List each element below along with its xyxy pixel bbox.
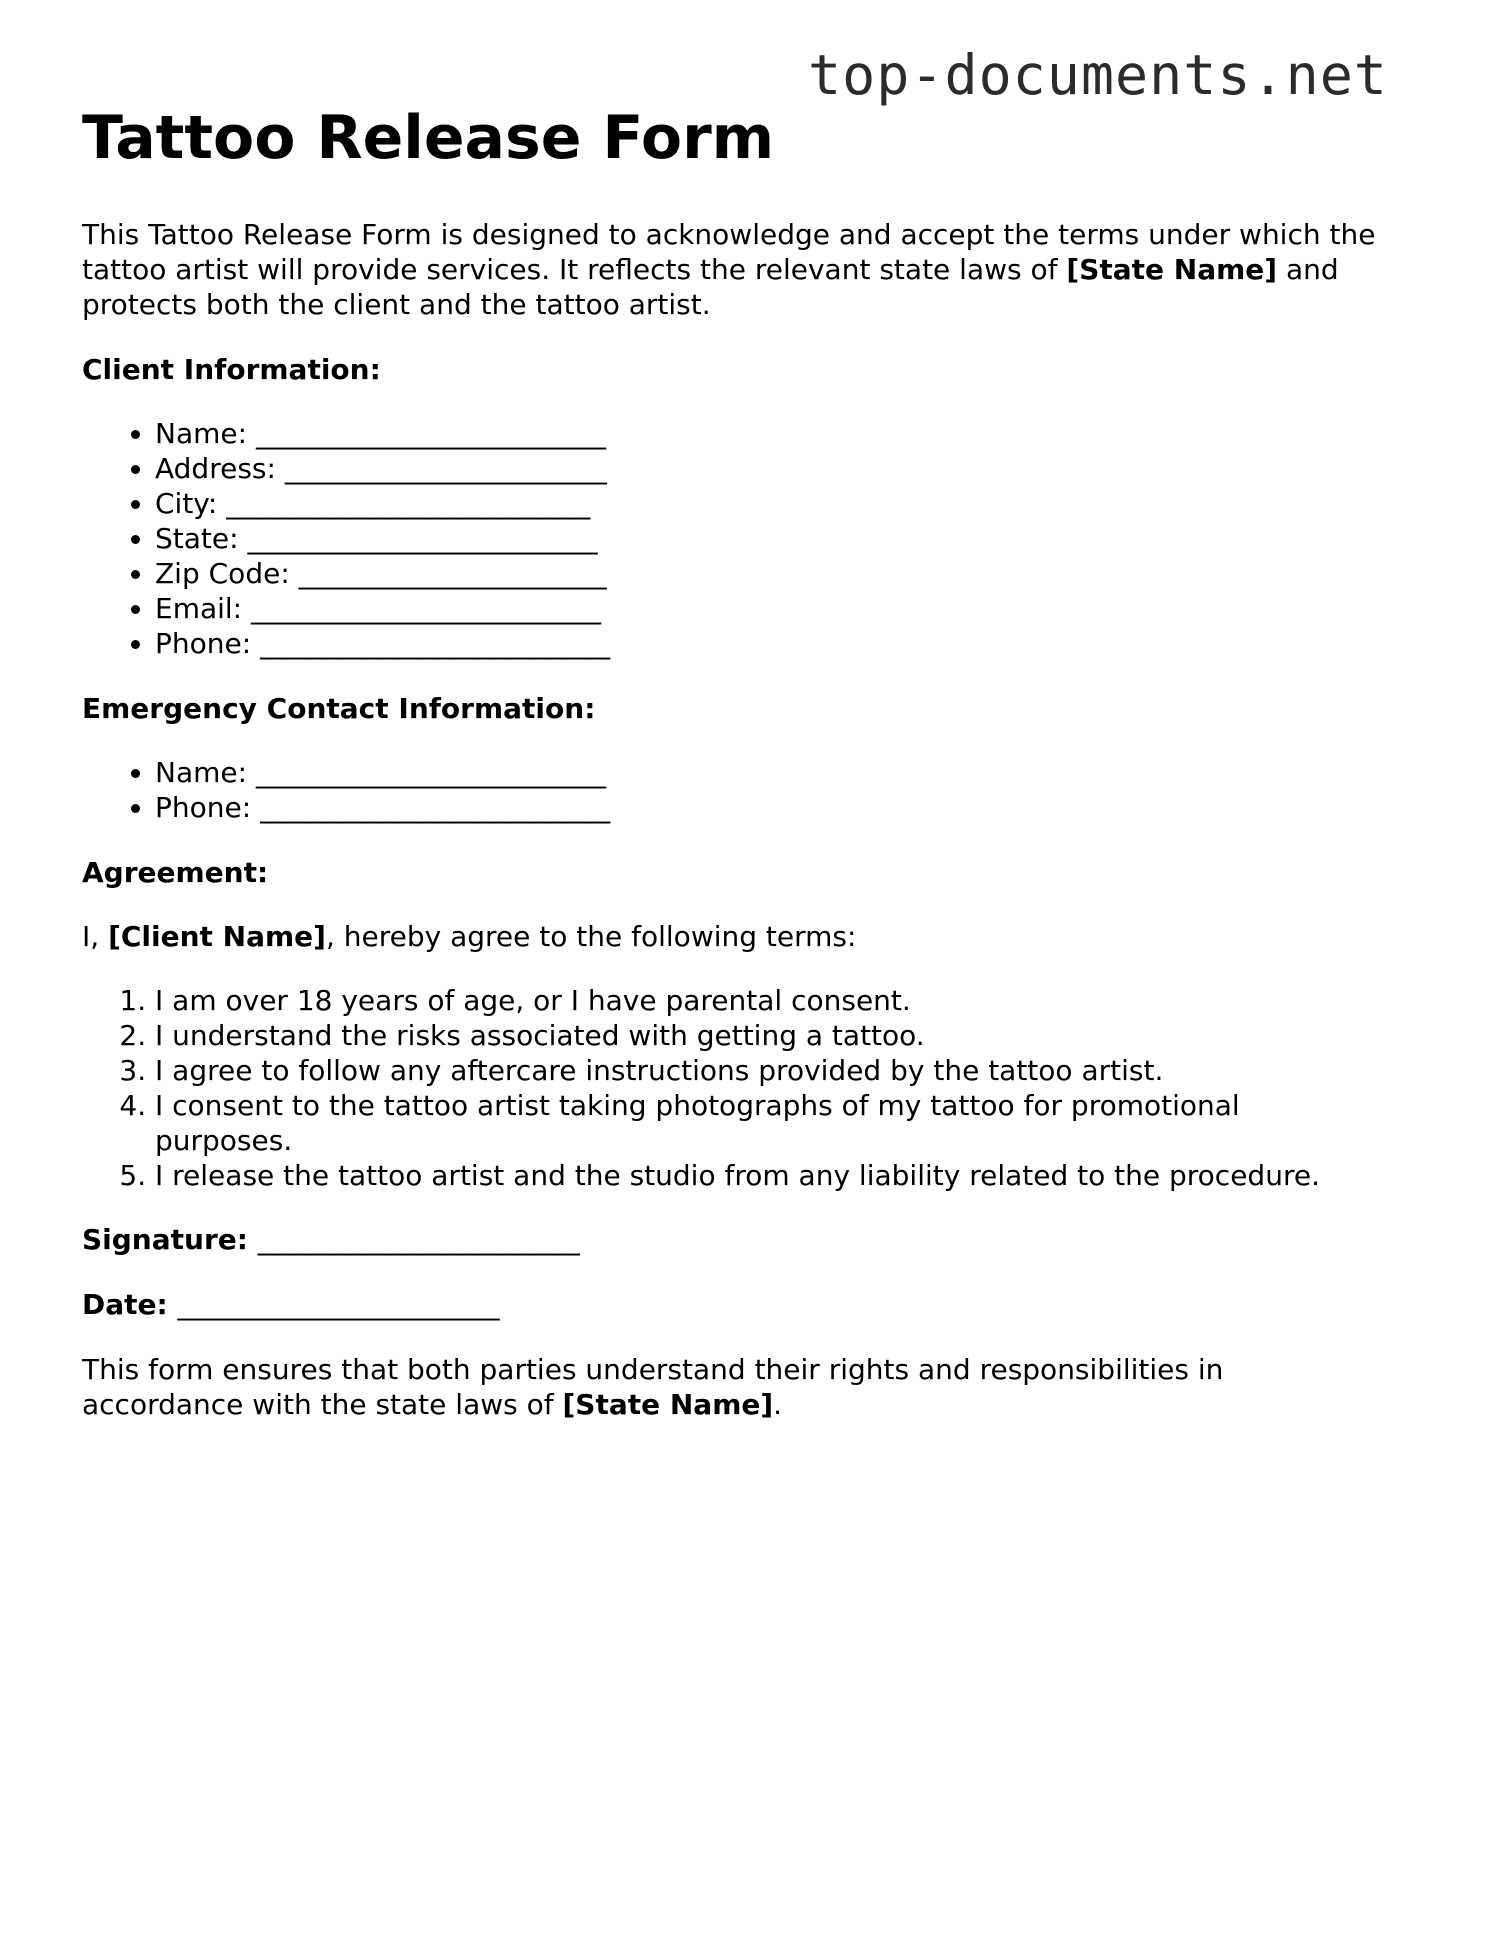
site-watermark: top-documents.net <box>808 43 1388 107</box>
client-info-list <box>82 416 610 661</box>
closing-paragraph <box>82 1352 1382 1422</box>
agreement-term: 5. I release the tattoo artist and the studio from any liability related to the procedure. <box>155 1158 1455 1193</box>
agreement-terms-list <box>82 983 1455 1193</box>
client-zip-field <box>155 556 610 591</box>
client-email-field <box>155 591 610 626</box>
field-label: Zip Code: <box>155 557 290 590</box>
signature-line <box>82 1222 580 1257</box>
field-label: State: <box>155 522 239 555</box>
field-label: Phone: <box>155 791 252 824</box>
state-name-placeholder: [State Name] <box>1066 253 1278 286</box>
phone-blank-line[interactable]: _________________________ <box>260 627 611 660</box>
state-blank-line[interactable]: _________________________ <box>247 522 598 555</box>
field-label: City: <box>155 487 218 520</box>
address-blank-line[interactable]: _______________________ <box>284 452 607 485</box>
agreement-term: 4. I consent to the tattoo artist taking photographs of my tattoo for promotional purposes. <box>155 1088 1315 1158</box>
emergency-phone-blank-line[interactable]: _________________________ <box>260 791 611 824</box>
client-name-field <box>155 416 610 451</box>
agreement-term: 2. I understand the risks associated with getting a tattoo. <box>155 1018 1455 1053</box>
closing-text-2: . <box>773 1388 783 1421</box>
agreement-heading: Agreement: <box>82 856 269 889</box>
date-line <box>82 1287 499 1322</box>
client-state-field <box>155 521 610 556</box>
agreement-term: 3. I agree to follow any aftercare instructions provided by the tattoo artist. <box>155 1053 1455 1088</box>
client-name-placeholder: [Client Name] <box>108 920 326 953</box>
date-blank-line[interactable]: _______________________ <box>177 1288 500 1321</box>
field-label: Name: <box>155 756 248 789</box>
field-label: Address: <box>155 452 276 485</box>
closing-text-1: This form ensures that both parties understand their rights and responsibilities in accordance with the state laws of <box>82 1353 1224 1421</box>
intro-paragraph <box>82 217 1422 322</box>
emergency-name-field <box>155 755 610 790</box>
city-blank-line[interactable]: __________________________ <box>226 487 591 520</box>
emergency-phone-field <box>155 790 610 825</box>
signature-label: Signature: <box>82 1223 248 1256</box>
field-label: Name: <box>155 417 248 450</box>
field-label: Email: <box>155 592 243 625</box>
client-city-field <box>155 486 610 521</box>
agreement-term: 1. I am over 18 years of age, or I have parental consent. <box>155 983 1455 1018</box>
zip-blank-line[interactable]: ______________________ <box>298 557 607 590</box>
closing-state-placeholder: [State Name] <box>562 1388 774 1421</box>
intro-text-1: This Tattoo Release Form is designed to acknowledge and accept the terms under which the tattoo artist will provide services. It reflects the relevant state laws of <box>82 218 1376 286</box>
date-label: Date: <box>82 1288 168 1321</box>
field-label: Phone: <box>155 627 252 660</box>
emergency-contact-heading: Emergency Contact Information: <box>82 692 596 725</box>
intro-text-2: and protects both the client and the tattoo artist. <box>82 253 1339 321</box>
email-blank-line[interactable]: _________________________ <box>251 592 602 625</box>
client-address-field <box>155 451 610 486</box>
emergency-name-blank-line[interactable]: _________________________ <box>255 756 606 789</box>
agreement-intro <box>82 919 856 954</box>
client-info-heading: Client Information: <box>82 353 381 386</box>
name-blank-line[interactable]: _________________________ <box>255 417 606 450</box>
agreement-intro-suffix: , hereby agree to the following terms: <box>325 920 857 953</box>
emergency-contact-list <box>82 755 610 825</box>
page-title: Tattoo Release Form <box>82 103 775 173</box>
client-phone-field <box>155 626 610 661</box>
signature-blank-line[interactable]: _______________________ <box>257 1223 580 1256</box>
agreement-intro-prefix: I, <box>82 920 109 953</box>
